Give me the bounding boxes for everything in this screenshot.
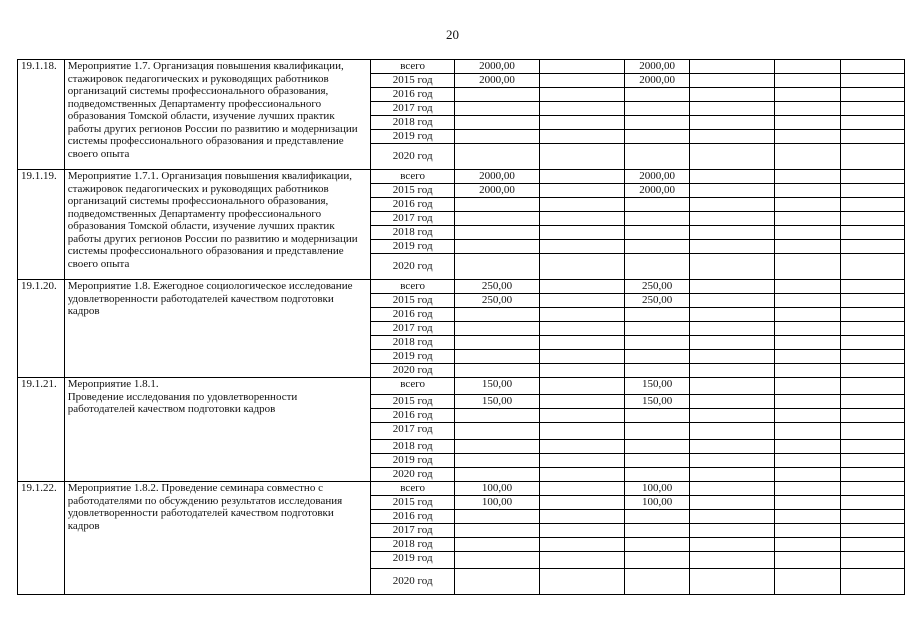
year-cell: 2019 год bbox=[370, 350, 454, 364]
empty-cell bbox=[689, 409, 774, 423]
amount-cell-total bbox=[455, 254, 539, 280]
amount-cell-col3 bbox=[625, 144, 690, 170]
amount-cell-total bbox=[455, 569, 539, 595]
amount-cell-total: 2000,00 bbox=[455, 184, 539, 198]
amount-cell-total bbox=[455, 409, 539, 423]
year-cell: 2017 год bbox=[370, 212, 454, 226]
empty-cell bbox=[774, 510, 840, 524]
year-cell: 2020 год bbox=[370, 144, 454, 170]
empty-cell bbox=[689, 423, 774, 440]
amount-cell-col3 bbox=[625, 510, 690, 524]
year-cell: 2017 год bbox=[370, 102, 454, 116]
empty-cell bbox=[689, 308, 774, 322]
amount-cell-col2 bbox=[539, 569, 625, 595]
record-code: 19.1.19. bbox=[18, 170, 65, 280]
empty-cell bbox=[840, 308, 904, 322]
year-cell: 2019 год bbox=[370, 552, 454, 569]
amount-cell-col3 bbox=[625, 423, 690, 440]
empty-cell bbox=[840, 524, 904, 538]
year-cell: 2018 год bbox=[370, 116, 454, 130]
amount-cell-col3 bbox=[625, 454, 690, 468]
empty-cell bbox=[774, 364, 840, 378]
amount-cell-total bbox=[455, 240, 539, 254]
empty-cell bbox=[689, 454, 774, 468]
year-cell: 2020 год bbox=[370, 569, 454, 595]
empty-cell bbox=[840, 254, 904, 280]
amount-cell-col2 bbox=[539, 552, 625, 569]
empty-cell bbox=[774, 170, 840, 184]
amount-cell-col3: 2000,00 bbox=[625, 184, 690, 198]
amount-cell-col3 bbox=[625, 130, 690, 144]
record-description: Мероприятие 1.8. Ежегодное социологическое исследование удовлетворенности работодателей качеством подготовки кадров bbox=[64, 280, 370, 378]
empty-cell bbox=[774, 552, 840, 569]
empty-cell bbox=[840, 336, 904, 350]
empty-cell bbox=[840, 130, 904, 144]
amount-cell-col3 bbox=[625, 212, 690, 226]
empty-cell bbox=[689, 350, 774, 364]
empty-cell bbox=[840, 170, 904, 184]
empty-cell bbox=[689, 569, 774, 595]
amount-cell-total bbox=[455, 440, 539, 454]
year-cell: 2016 год bbox=[370, 198, 454, 212]
empty-cell bbox=[840, 322, 904, 336]
amount-cell-col3 bbox=[625, 569, 690, 595]
amount-cell-total: 2000,00 bbox=[455, 60, 539, 74]
empty-cell bbox=[840, 184, 904, 198]
empty-cell bbox=[774, 308, 840, 322]
year-cell: всего bbox=[370, 60, 454, 74]
amount-cell-col3 bbox=[625, 226, 690, 240]
amount-cell-col3 bbox=[625, 364, 690, 378]
amount-cell-total bbox=[455, 454, 539, 468]
empty-cell bbox=[689, 240, 774, 254]
record-code: 19.1.21. bbox=[18, 378, 65, 482]
year-cell: 2016 год bbox=[370, 409, 454, 423]
empty-cell bbox=[840, 395, 904, 409]
amount-cell-total: 150,00 bbox=[455, 378, 539, 395]
amount-cell-col2 bbox=[539, 496, 625, 510]
amount-cell-col2 bbox=[539, 116, 625, 130]
amount-cell-total bbox=[455, 364, 539, 378]
year-cell: 2017 год bbox=[370, 423, 454, 440]
empty-cell bbox=[774, 240, 840, 254]
year-cell: 2015 год bbox=[370, 184, 454, 198]
amount-cell-total bbox=[455, 538, 539, 552]
amount-cell-col3 bbox=[625, 524, 690, 538]
amount-cell-col2 bbox=[539, 144, 625, 170]
year-cell: 2016 год bbox=[370, 510, 454, 524]
year-cell: 2020 год bbox=[370, 364, 454, 378]
record-description: Мероприятие 1.7.1. Организация повышения квалификации, стажировок педагогических и руководящих работников организаций системы профессионального образования, подведомственных Департаменту профессионального образования Томской области, изучение лучших практик работы других регионов России по развитию и модернизации системы профессионального образования и представление своего опыта bbox=[64, 170, 370, 280]
amount-cell-col2 bbox=[539, 364, 625, 378]
amount-cell-col2 bbox=[539, 423, 625, 440]
amount-cell-col3 bbox=[625, 409, 690, 423]
empty-cell bbox=[774, 569, 840, 595]
amount-cell-col3 bbox=[625, 254, 690, 280]
amount-cell-col2 bbox=[539, 198, 625, 212]
amount-cell-total bbox=[455, 198, 539, 212]
empty-cell bbox=[840, 350, 904, 364]
amount-cell-total bbox=[455, 102, 539, 116]
amount-cell-col2 bbox=[539, 510, 625, 524]
empty-cell bbox=[689, 130, 774, 144]
empty-cell bbox=[689, 336, 774, 350]
amount-cell-col3: 150,00 bbox=[625, 395, 690, 409]
amount-cell-col3: 100,00 bbox=[625, 482, 690, 496]
empty-cell bbox=[840, 510, 904, 524]
year-cell: 2018 год bbox=[370, 226, 454, 240]
record-code: 19.1.20. bbox=[18, 280, 65, 378]
empty-cell bbox=[689, 294, 774, 308]
amount-cell-col3 bbox=[625, 440, 690, 454]
empty-cell bbox=[840, 102, 904, 116]
empty-cell bbox=[689, 364, 774, 378]
year-cell: 2018 год bbox=[370, 440, 454, 454]
empty-cell bbox=[774, 254, 840, 280]
year-cell: 2017 год bbox=[370, 322, 454, 336]
empty-cell bbox=[774, 198, 840, 212]
year-cell: 2015 год bbox=[370, 294, 454, 308]
empty-cell bbox=[689, 170, 774, 184]
empty-cell bbox=[774, 378, 840, 395]
program-table bbox=[17, 59, 905, 595]
amount-cell-total bbox=[455, 116, 539, 130]
empty-cell bbox=[840, 409, 904, 423]
empty-cell bbox=[774, 116, 840, 130]
record-code: 19.1.22. bbox=[18, 482, 65, 595]
amount-cell-col2 bbox=[539, 74, 625, 88]
empty-cell bbox=[689, 482, 774, 496]
year-cell: 2020 год bbox=[370, 254, 454, 280]
empty-cell bbox=[689, 198, 774, 212]
empty-cell bbox=[774, 538, 840, 552]
amount-cell-total: 100,00 bbox=[455, 482, 539, 496]
amount-cell-total: 250,00 bbox=[455, 294, 539, 308]
empty-cell bbox=[689, 440, 774, 454]
empty-cell bbox=[689, 226, 774, 240]
amount-cell-total bbox=[455, 468, 539, 482]
amount-cell-total: 2000,00 bbox=[455, 170, 539, 184]
empty-cell bbox=[774, 496, 840, 510]
empty-cell bbox=[774, 468, 840, 482]
amount-cell-col3 bbox=[625, 308, 690, 322]
empty-cell bbox=[689, 60, 774, 74]
empty-cell bbox=[689, 184, 774, 198]
amount-cell-col3 bbox=[625, 322, 690, 336]
empty-cell bbox=[774, 322, 840, 336]
amount-cell-col3: 150,00 bbox=[625, 378, 690, 395]
year-cell: 2015 год bbox=[370, 74, 454, 88]
table-row bbox=[18, 170, 905, 184]
empty-cell bbox=[840, 88, 904, 102]
year-cell: 2017 год bbox=[370, 524, 454, 538]
amount-cell-col3: 2000,00 bbox=[625, 170, 690, 184]
amount-cell-col3 bbox=[625, 102, 690, 116]
empty-cell bbox=[774, 102, 840, 116]
empty-cell bbox=[689, 144, 774, 170]
year-cell: 2016 год bbox=[370, 88, 454, 102]
amount-cell-total bbox=[455, 144, 539, 170]
amount-cell-col2 bbox=[539, 60, 625, 74]
empty-cell bbox=[689, 395, 774, 409]
amount-cell-total bbox=[455, 226, 539, 240]
amount-cell-total bbox=[455, 423, 539, 440]
empty-cell bbox=[689, 102, 774, 116]
amount-cell-col2 bbox=[539, 336, 625, 350]
amount-cell-col2 bbox=[539, 409, 625, 423]
year-cell: 2019 год bbox=[370, 454, 454, 468]
empty-cell bbox=[840, 496, 904, 510]
amount-cell-col3 bbox=[625, 240, 690, 254]
table-row bbox=[18, 280, 905, 294]
empty-cell bbox=[840, 294, 904, 308]
amount-cell-col2 bbox=[539, 440, 625, 454]
amount-cell-col2 bbox=[539, 280, 625, 294]
empty-cell bbox=[840, 468, 904, 482]
empty-cell bbox=[840, 378, 904, 395]
year-cell: 2020 год bbox=[370, 468, 454, 482]
empty-cell bbox=[774, 60, 840, 74]
amount-cell-total bbox=[455, 336, 539, 350]
amount-cell-col3 bbox=[625, 116, 690, 130]
empty-cell bbox=[689, 468, 774, 482]
amount-cell-total bbox=[455, 510, 539, 524]
amount-cell-col2 bbox=[539, 524, 625, 538]
amount-cell-col3 bbox=[625, 198, 690, 212]
amount-cell-col3 bbox=[625, 552, 690, 569]
empty-cell bbox=[774, 88, 840, 102]
empty-cell bbox=[689, 88, 774, 102]
amount-cell-col2 bbox=[539, 350, 625, 364]
empty-cell bbox=[689, 280, 774, 294]
empty-cell bbox=[840, 60, 904, 74]
empty-cell bbox=[689, 212, 774, 226]
amount-cell-col3: 2000,00 bbox=[625, 60, 690, 74]
amount-cell-col2 bbox=[539, 482, 625, 496]
empty-cell bbox=[774, 226, 840, 240]
year-cell: всего bbox=[370, 482, 454, 496]
empty-cell bbox=[774, 212, 840, 226]
amount-cell-col2 bbox=[539, 294, 625, 308]
amount-cell-col3 bbox=[625, 88, 690, 102]
table-body bbox=[18, 60, 905, 595]
empty-cell bbox=[689, 322, 774, 336]
empty-cell bbox=[840, 240, 904, 254]
amount-cell-total bbox=[455, 130, 539, 144]
empty-cell bbox=[689, 378, 774, 395]
empty-cell bbox=[774, 482, 840, 496]
year-cell: всего bbox=[370, 170, 454, 184]
year-cell: 2016 год bbox=[370, 308, 454, 322]
year-cell: всего bbox=[370, 280, 454, 294]
empty-cell bbox=[774, 144, 840, 170]
amount-cell-col3 bbox=[625, 350, 690, 364]
empty-cell bbox=[840, 212, 904, 226]
empty-cell bbox=[689, 116, 774, 130]
amount-cell-total: 150,00 bbox=[455, 395, 539, 409]
amount-cell-col2 bbox=[539, 212, 625, 226]
empty-cell bbox=[840, 198, 904, 212]
empty-cell bbox=[840, 364, 904, 378]
amount-cell-col2 bbox=[539, 308, 625, 322]
amount-cell-col3 bbox=[625, 468, 690, 482]
amount-cell-col2 bbox=[539, 454, 625, 468]
record-description: Мероприятие 1.7. Организация повышения квалификации, стажировок педагогических и руководящих работников организаций системы профессионального образования, подведомственных Департаменту профессионального образования Томской области, изучение лучших практик работы других регионов России по развитию и модернизации системы профессионального образования и представление своего опыта bbox=[64, 60, 370, 170]
empty-cell bbox=[840, 440, 904, 454]
empty-cell bbox=[774, 409, 840, 423]
empty-cell bbox=[774, 454, 840, 468]
amount-cell-col3: 2000,00 bbox=[625, 74, 690, 88]
record-description: Мероприятие 1.8.2. Проведение семинара совместно с работодателями по обсуждению результатов исследования удовлетворенности работодателей качеством подготовки кадров bbox=[64, 482, 370, 595]
amount-cell-col2 bbox=[539, 254, 625, 280]
amount-cell-col2 bbox=[539, 378, 625, 395]
amount-cell-col2 bbox=[539, 395, 625, 409]
amount-cell-col2 bbox=[539, 130, 625, 144]
empty-cell bbox=[774, 440, 840, 454]
year-cell: 2019 год bbox=[370, 130, 454, 144]
amount-cell-col3 bbox=[625, 336, 690, 350]
amount-cell-col2 bbox=[539, 322, 625, 336]
empty-cell bbox=[774, 350, 840, 364]
empty-cell bbox=[840, 144, 904, 170]
year-cell: 2019 год bbox=[370, 240, 454, 254]
empty-cell bbox=[840, 280, 904, 294]
amount-cell-total bbox=[455, 552, 539, 569]
amount-cell-total bbox=[455, 350, 539, 364]
amount-cell-total: 250,00 bbox=[455, 280, 539, 294]
empty-cell bbox=[689, 552, 774, 569]
year-cell: всего bbox=[370, 378, 454, 395]
table-row bbox=[18, 60, 905, 74]
empty-cell bbox=[774, 524, 840, 538]
amount-cell-total: 2000,00 bbox=[455, 74, 539, 88]
amount-cell-col3 bbox=[625, 538, 690, 552]
amount-cell-col2 bbox=[539, 226, 625, 240]
empty-cell bbox=[840, 552, 904, 569]
empty-cell bbox=[840, 538, 904, 552]
empty-cell bbox=[689, 254, 774, 280]
amount-cell-col2 bbox=[539, 240, 625, 254]
amount-cell-col3: 100,00 bbox=[625, 496, 690, 510]
amount-cell-total bbox=[455, 322, 539, 336]
amount-cell-col2 bbox=[539, 102, 625, 116]
amount-cell-total bbox=[455, 308, 539, 322]
empty-cell bbox=[774, 395, 840, 409]
amount-cell-col2 bbox=[539, 88, 625, 102]
record-code: 19.1.18. bbox=[18, 60, 65, 170]
amount-cell-col2 bbox=[539, 538, 625, 552]
empty-cell bbox=[774, 423, 840, 440]
empty-cell bbox=[689, 524, 774, 538]
empty-cell bbox=[689, 538, 774, 552]
empty-cell bbox=[840, 116, 904, 130]
year-cell: 2015 год bbox=[370, 395, 454, 409]
empty-cell bbox=[774, 336, 840, 350]
year-cell: 2015 год bbox=[370, 496, 454, 510]
empty-cell bbox=[774, 130, 840, 144]
empty-cell bbox=[840, 423, 904, 440]
amount-cell-col3: 250,00 bbox=[625, 294, 690, 308]
empty-cell bbox=[840, 226, 904, 240]
year-cell: 2018 год bbox=[370, 538, 454, 552]
empty-cell bbox=[689, 496, 774, 510]
page-number: 20 bbox=[446, 27, 459, 42]
amount-cell-col2 bbox=[539, 468, 625, 482]
amount-cell-total bbox=[455, 524, 539, 538]
empty-cell bbox=[840, 569, 904, 595]
amount-cell-col3: 250,00 bbox=[625, 280, 690, 294]
empty-cell bbox=[840, 454, 904, 468]
amount-cell-total: 100,00 bbox=[455, 496, 539, 510]
empty-cell bbox=[840, 74, 904, 88]
empty-cell bbox=[840, 482, 904, 496]
table-row bbox=[18, 378, 905, 395]
amount-cell-total bbox=[455, 212, 539, 226]
empty-cell bbox=[774, 280, 840, 294]
empty-cell bbox=[689, 74, 774, 88]
amount-cell-col2 bbox=[539, 184, 625, 198]
empty-cell bbox=[689, 510, 774, 524]
table-row bbox=[18, 482, 905, 496]
empty-cell bbox=[774, 74, 840, 88]
year-cell: 2018 год bbox=[370, 336, 454, 350]
record-description: Мероприятие 1.8.1. Проведение исследования по удовлетворенности работодателей качеством подготовки кадров bbox=[64, 378, 370, 482]
empty-cell bbox=[774, 294, 840, 308]
amount-cell-col2 bbox=[539, 170, 625, 184]
empty-cell bbox=[774, 184, 840, 198]
amount-cell-total bbox=[455, 88, 539, 102]
